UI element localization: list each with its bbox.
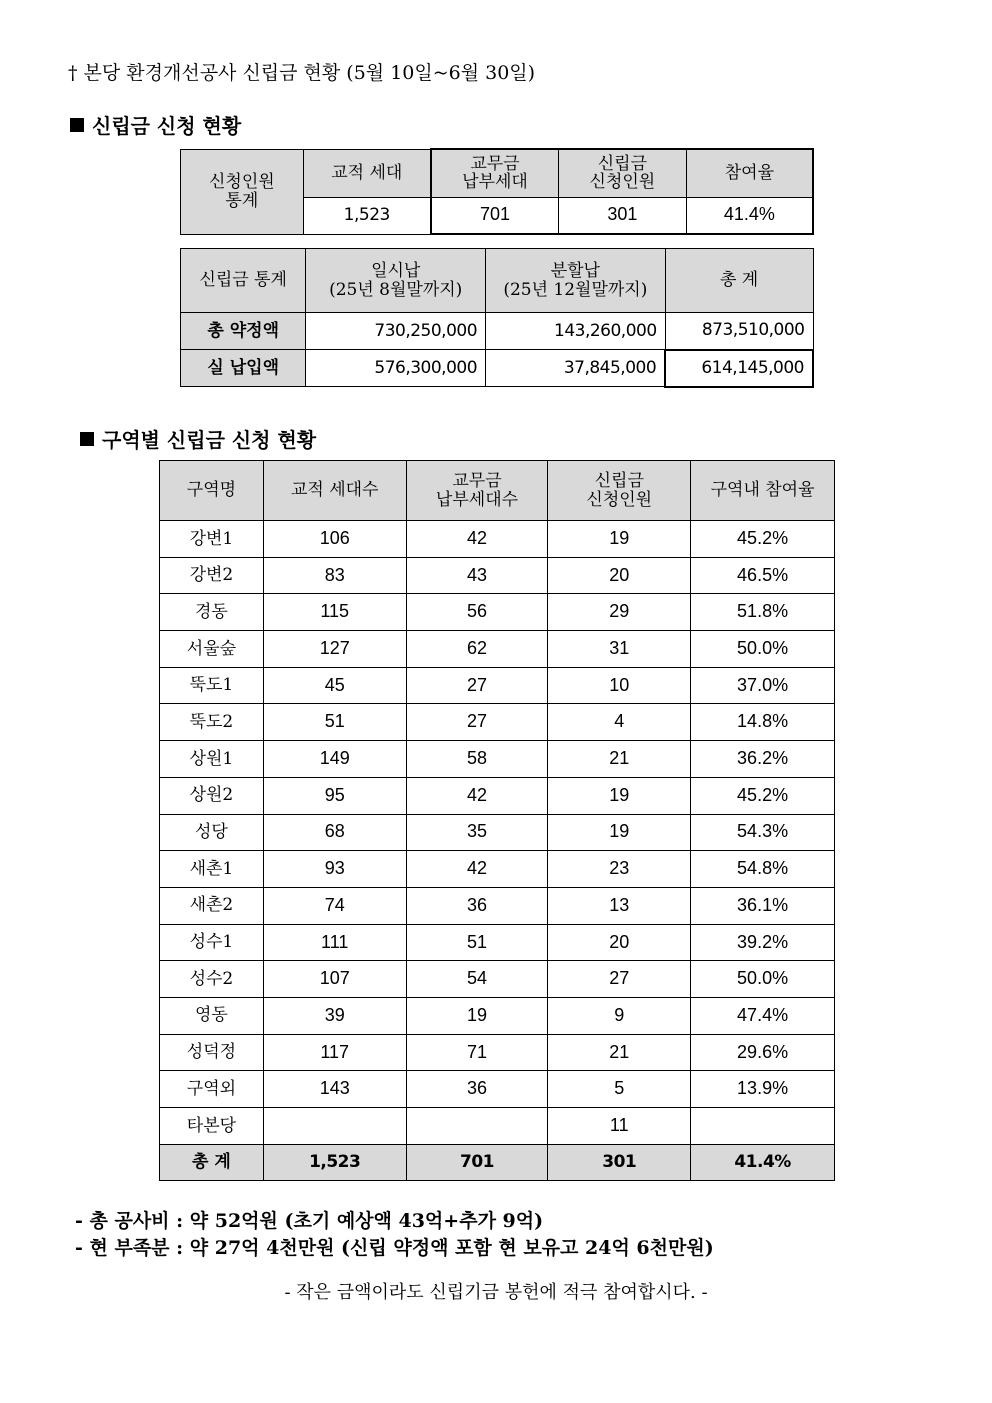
value-cell: 31 xyxy=(548,631,691,668)
district-name-cell: 뚝도1 xyxy=(160,667,264,704)
total-value: 1,523 xyxy=(263,1144,406,1180)
district-table xyxy=(159,460,835,1181)
total-value: 41.4% xyxy=(691,1144,835,1180)
value-cell: 39 xyxy=(263,997,406,1034)
value-cell: 20 xyxy=(548,924,691,961)
district-name-cell: 영동 xyxy=(160,997,264,1034)
value-cell: 36.1% xyxy=(691,887,835,924)
section-heading-text: 신립금 신청 현황 xyxy=(92,114,242,138)
district-name-cell: 뚝도2 xyxy=(160,704,264,741)
value-cell: 58 xyxy=(406,741,548,778)
table-row xyxy=(160,851,835,888)
value-cell: 19 xyxy=(548,814,691,851)
value-cell: 42 xyxy=(406,777,548,814)
table-row xyxy=(160,961,835,998)
district-name-cell: 타본당 xyxy=(160,1108,264,1145)
value-cell: 301 xyxy=(559,197,687,234)
value-cell: 35 xyxy=(406,814,548,851)
district-name-cell: 성수2 xyxy=(160,961,264,998)
value-cell: 42 xyxy=(406,521,548,558)
closing-message: - 작은 금액이라도 신립기금 봉헌에 적극 참여합시다. - xyxy=(284,1282,708,1303)
value-cell: 83 xyxy=(263,557,406,594)
value-cell: 50.0% xyxy=(691,961,835,998)
total-value: 701 xyxy=(406,1144,548,1180)
notes xyxy=(75,1208,714,1262)
value-cell: 37,845,000 xyxy=(486,350,666,387)
value-cell: 19 xyxy=(406,997,548,1034)
value-cell: 143 xyxy=(263,1071,406,1108)
value-cell: 115 xyxy=(263,594,406,631)
value-cell: 10 xyxy=(548,667,691,704)
value-cell: 36 xyxy=(406,1071,548,1108)
value-cell: 21 xyxy=(548,741,691,778)
header-cell: 참여율 xyxy=(686,149,813,197)
value-cell: 42 xyxy=(406,851,548,888)
value-cell: 23 xyxy=(548,851,691,888)
district-name-cell: 성수1 xyxy=(160,924,264,961)
row-label: 총 약정액 xyxy=(181,313,306,350)
pledge-header: 신립금 통계 xyxy=(181,249,306,313)
district-name-cell: 구역외 xyxy=(160,1071,264,1108)
value-cell: 36.2% xyxy=(691,741,835,778)
table-row xyxy=(160,887,835,924)
value-cell: 54.3% xyxy=(691,814,835,851)
value-cell: 29.6% xyxy=(691,1034,835,1071)
value-cell: 1,523 xyxy=(303,197,431,234)
value-cell: 36 xyxy=(406,887,548,924)
value-cell: 14.8% xyxy=(691,704,835,741)
district-name-cell: 강변2 xyxy=(160,557,264,594)
section-heading-districts xyxy=(80,424,316,453)
value-cell: 95 xyxy=(263,777,406,814)
value-cell: 62 xyxy=(406,631,548,668)
value-cell: 93 xyxy=(263,851,406,888)
value-cell: 127 xyxy=(263,631,406,668)
district-name-cell: 상원1 xyxy=(160,741,264,778)
value-cell: 5 xyxy=(548,1071,691,1108)
value-cell: 576,300,000 xyxy=(306,350,486,387)
value-cell: 730,250,000 xyxy=(306,313,486,350)
value-cell: 117 xyxy=(263,1034,406,1071)
value-cell: 71 xyxy=(406,1034,548,1071)
value-cell: 29 xyxy=(548,594,691,631)
value-cell: 4 xyxy=(548,704,691,741)
header-cell: 신립금 신청인원 xyxy=(548,461,691,521)
district-name-cell: 경동 xyxy=(160,594,264,631)
value-cell: 27 xyxy=(548,961,691,998)
value-cell: 50.0% xyxy=(691,631,835,668)
header-cell: 구역내 참여율 xyxy=(691,461,835,521)
table-row xyxy=(160,631,835,668)
value-cell: 20 xyxy=(548,557,691,594)
value-cell: 27 xyxy=(406,704,548,741)
value-cell: 21 xyxy=(548,1034,691,1071)
value-cell: 46.5% xyxy=(691,557,835,594)
header-cell: 분할납 (25년 12월말까지) xyxy=(486,249,666,313)
value-cell: 9 xyxy=(548,997,691,1034)
value-cell xyxy=(691,1108,835,1145)
value-cell: 143,260,000 xyxy=(486,313,666,350)
table-row xyxy=(160,557,835,594)
table-row xyxy=(160,1034,835,1071)
value-cell: 39.2% xyxy=(691,924,835,961)
value-cell: 873,510,000 xyxy=(665,313,813,350)
table-row xyxy=(160,924,835,961)
value-cell: 56 xyxy=(406,594,548,631)
square-bullet-icon xyxy=(80,432,94,446)
table-row xyxy=(160,521,835,558)
district-name-cell: 새촌2 xyxy=(160,887,264,924)
value-cell: 54.8% xyxy=(691,851,835,888)
header-cell: 교무금 납부세대 xyxy=(431,149,559,197)
section-heading-text: 구역별 신립금 신청 현황 xyxy=(102,428,317,452)
table-row xyxy=(160,594,835,631)
header-cell: 일시납 (25년 8월말까지) xyxy=(306,249,486,313)
table-row xyxy=(160,1108,835,1145)
value-cell: 41.4% xyxy=(686,197,813,234)
value-cell: 51 xyxy=(263,704,406,741)
value-cell: 43 xyxy=(406,557,548,594)
value-cell: 107 xyxy=(263,961,406,998)
value-cell: 27 xyxy=(406,667,548,704)
value-cell: 19 xyxy=(548,521,691,558)
value-cell: 68 xyxy=(263,814,406,851)
value-cell: 51 xyxy=(406,924,548,961)
header-cell: 교적 세대 xyxy=(303,149,431,197)
value-cell: 45 xyxy=(263,667,406,704)
header-cell: 구역명 xyxy=(160,461,264,521)
value-cell: 19 xyxy=(548,777,691,814)
value-cell: 149 xyxy=(263,741,406,778)
value-cell: 74 xyxy=(263,887,406,924)
table-row xyxy=(160,667,835,704)
district-name-cell: 상원2 xyxy=(160,777,264,814)
note-total-cost: - 총 공사비 : 약 52억원 (초기 예상액 43억+추가 9억) xyxy=(75,1210,544,1232)
value-cell: 47.4% xyxy=(691,997,835,1034)
table-row xyxy=(160,814,835,851)
total-row xyxy=(160,1144,835,1180)
district-name-cell: 강변1 xyxy=(160,521,264,558)
value-cell: 45.2% xyxy=(691,777,835,814)
applicant-stats-table xyxy=(180,148,814,235)
row-label: 실 납입액 xyxy=(181,350,306,387)
value-cell xyxy=(263,1108,406,1145)
value-cell xyxy=(406,1108,548,1145)
value-cell: 106 xyxy=(263,521,406,558)
header-cell: 교무금 납부세대수 xyxy=(406,461,548,521)
value-cell: 13 xyxy=(548,887,691,924)
value-cell: 54 xyxy=(406,961,548,998)
total-label: 총 계 xyxy=(160,1144,264,1180)
page-title: † 본당 환경개선공사 신립금 현황 (5월 10일~6월 30일) xyxy=(68,62,536,84)
total-value: 301 xyxy=(548,1144,691,1180)
table-header-row xyxy=(160,461,835,521)
table-row xyxy=(160,704,835,741)
value-cell: 111 xyxy=(263,924,406,961)
value-cell: 51.8% xyxy=(691,594,835,631)
district-name-cell: 새촌1 xyxy=(160,851,264,888)
square-bullet-icon xyxy=(70,118,84,132)
value-cell: 11 xyxy=(548,1108,691,1145)
value-cell: 45.2% xyxy=(691,521,835,558)
district-name-cell: 성덕정 xyxy=(160,1034,264,1071)
value-cell: 13.9% xyxy=(691,1071,835,1108)
table-row xyxy=(160,777,835,814)
district-name-cell: 서울숲 xyxy=(160,631,264,668)
header-cell: 신립금 신청인원 xyxy=(559,149,687,197)
applicant-row-header: 신청인원 통계 xyxy=(181,149,304,234)
table-row xyxy=(160,997,835,1034)
note-shortfall: - 현 부족분 : 약 27억 4천만원 (신립 약정액 포함 현 보유고 24억 6천만원) xyxy=(75,1237,714,1259)
table-row xyxy=(160,1071,835,1108)
value-cell: 701 xyxy=(431,197,559,234)
header-cell: 교적 세대수 xyxy=(263,461,406,521)
value-cell: 37.0% xyxy=(691,667,835,704)
pledge-stats-table xyxy=(180,248,814,388)
value-cell: 614,145,000 xyxy=(665,350,813,387)
table-row xyxy=(160,741,835,778)
section-heading-applications xyxy=(70,110,241,139)
district-name-cell: 성당 xyxy=(160,814,264,851)
header-cell: 총 계 xyxy=(665,249,813,313)
